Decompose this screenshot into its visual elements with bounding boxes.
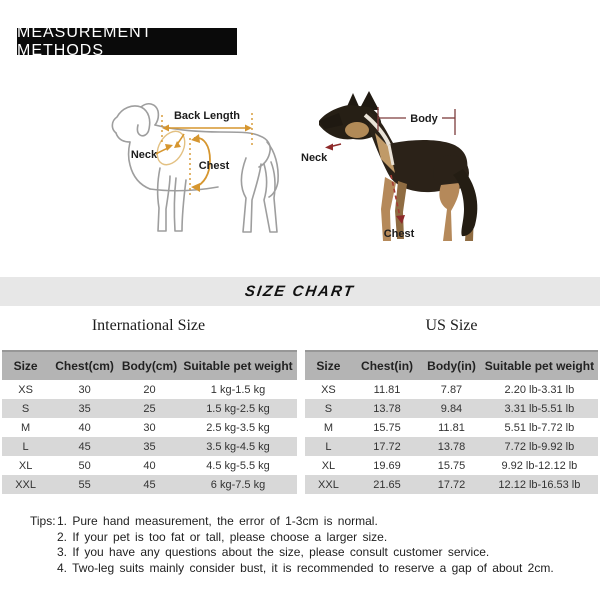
body-cell: 17.72 [422,475,481,494]
international-size-table [2,350,297,494]
weight-cell: 3.5 kg-4.5 kg [179,437,297,456]
tip-line: 4. Two-leg suits mainly consider bust, it is recommended to reserve a gap of about 2cm. [57,560,554,575]
table-header-row [2,351,297,380]
header-cell: Chest(cm) [49,351,120,380]
weight-cell: 3.31 lb-5.51 lb [481,399,598,418]
header-cell: Chest(in) [352,351,422,380]
size-cell: S [2,399,49,418]
international-size-title: International Size [91,317,206,334]
size-cell: L [2,437,49,456]
chest-cell: 11.81 [373,383,401,396]
size-chart-band [0,277,600,306]
back-length-label: Back Length [173,110,241,122]
chest-cell: 13.78 [352,399,422,418]
size-chart-title: SIZE CHART [243,283,357,300]
header-cell: Body(in) [422,351,481,380]
weight-cell: 4.5 kg-5.5 kg [206,459,270,472]
weight-cell: 1 kg-1.5 kg [210,383,266,396]
header-cell: Size [305,351,352,380]
table-row [305,399,598,418]
chest-label-right-dog: Chest [383,228,415,240]
chest-cell: 35 [49,399,120,418]
body-cell: 11.81 [438,421,465,434]
body-cell: 9.84 [422,399,481,418]
size-cell: XXL [305,475,352,494]
body-cell: 7.87 [440,383,463,396]
body-cell: 20 [143,383,156,396]
tips-lines [57,514,554,576]
chest-cell: 21.65 [352,475,422,494]
weight-cell: 1.5 kg-2.5 kg [179,399,297,418]
weight-cell: 2.20 lb-3.31 lb [504,383,575,396]
body-cell: 35 [120,437,179,456]
table-row [2,399,297,418]
size-cell: XL [18,459,33,472]
table-row [305,418,598,437]
table-row [2,380,297,399]
size-cell: S [305,399,352,418]
size-cell: XXL [2,475,49,494]
tip-line: 2. If your pet is too fat or tall, please choose a larger size. [57,529,388,544]
us-size-title: US Size [425,317,478,334]
chest-cell: 19.69 [373,459,401,472]
chest-cell: 45 [49,437,120,456]
size-cell: M [21,421,31,434]
table-header-row [305,351,598,380]
tip-line: 1. Pure hand measurement, the error of 1-3cm is normal. [57,514,378,528]
chest-cell: 50 [78,459,91,472]
size-cell: XS [321,383,336,396]
body-cell: 45 [120,475,179,494]
page-title: MEASUREMENT METHODS [17,28,237,55]
chest-cell: 17.72 [352,437,422,456]
body-cell: 13.78 [422,437,481,456]
chest-cell: 15.75 [373,421,401,434]
weight-cell: 9.92 lb-12.12 lb [501,459,578,472]
weight-cell: 2.5 kg-3.5 kg [206,421,270,434]
body-cell: 30 [143,421,156,434]
size-cell: L [305,437,352,456]
neck-label-left-dog: Neck [130,149,158,161]
table-row [305,456,598,475]
header-cell: Size [2,351,49,380]
weight-cell: 7.72 lb-9.92 lb [481,437,598,456]
size-cell: M [323,421,334,434]
weight-cell: 5.51 lb-7.72 lb [504,421,575,434]
tips-section [30,514,554,576]
chest-cell: 30 [78,383,91,396]
tip-line: 3. If you have any questions about the size, please consult customer service. [57,545,490,560]
table-row [305,437,598,456]
table-row [305,475,598,494]
tips-label: Tips: [30,514,56,528]
dog-outline-drawing [112,104,278,232]
chest-cell: 40 [78,421,91,434]
header-cell: Body(cm) [120,351,179,380]
body-label: Body [410,113,438,125]
size-cell: XS [18,383,33,396]
header-cell: Suitable pet weight [481,351,598,380]
table-row [2,456,297,475]
body-cell: 25 [120,399,179,418]
size-cell: XL [321,459,336,472]
table-row [305,380,598,399]
table-row [2,437,297,456]
right-dog-measurement-diagram [295,85,560,255]
orange-measure-marks [152,113,252,196]
chest-label-left-dog: Chest [198,160,230,172]
chest-cell: 55 [49,475,120,494]
us-size-table [305,350,598,494]
table-row [2,418,297,437]
weight-cell: 12.12 lb-16.53 lb [481,475,598,494]
body-cell: 15.75 [437,459,466,472]
weight-cell: 6 kg-7.5 kg [179,475,297,494]
left-dog-measurement-diagram [100,88,300,248]
header-cell: Suitable pet weight [179,351,297,380]
table-row [2,475,297,494]
neck-label-right-dog: Neck [301,152,328,164]
body-cell: 40 [143,459,156,472]
